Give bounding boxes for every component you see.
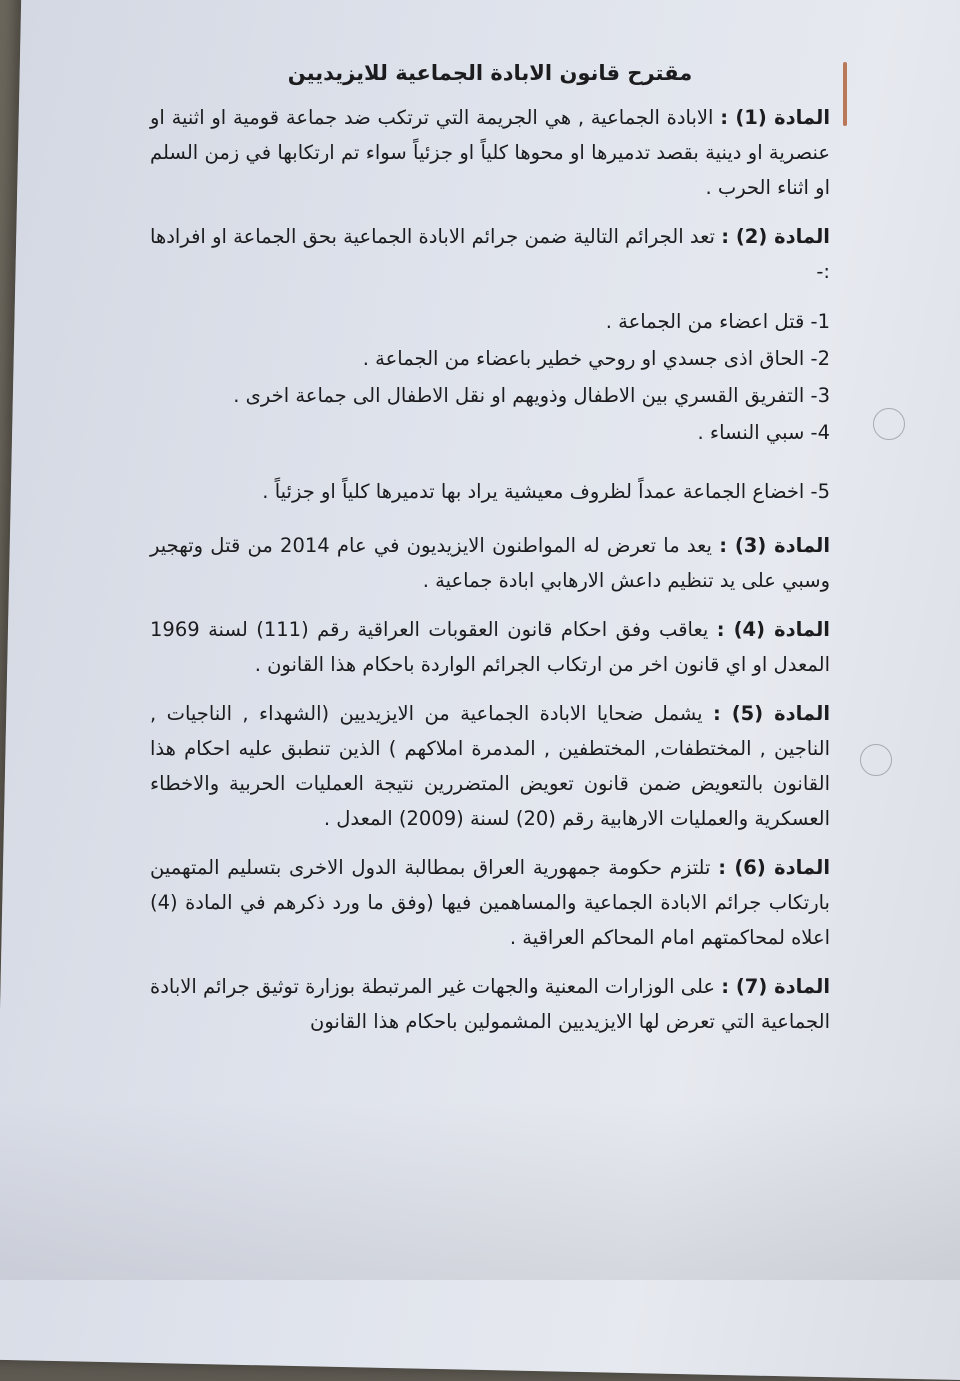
list-item: 1- قتل اعضاء من الجماعة . xyxy=(605,310,830,333)
article-text: تعد الجرائم التالية ضمن جرائم الابادة الجماعية بحق الجماعة او افرادها :- xyxy=(150,225,830,283)
article-1 xyxy=(150,100,830,205)
article-6 xyxy=(150,850,830,955)
title-line-2: للايزيديين xyxy=(287,61,388,85)
article-text: يشمل ضحايا الابادة الجماعية من الايزيديين (الشهداء , الناجيات , الناجين , المختطفات, المختطفين , المدمرة املاكهم ) الذين تنطبق عليه احكام هذا القانون بالتعويض ضمن قانون تعويض المتضررين نتيجة العمليات الحربية والاخطاء العسكرية والعمليات الارهابية رقم (20) لسنة (2009) المعدل . xyxy=(150,702,830,830)
article-label: المادة (7) : xyxy=(721,975,831,998)
paper-shadow xyxy=(0,1100,960,1280)
article-text: تلتزم حكومة جمهورية العراق بمطالبة الدول الاخرى بتسليم المتهمين بارتكاب جرائم الابادة الجماعية والمساهمين فيها (وفق ما ورد ذكرهم في المادة (4) اعلاه لمحاكمتهم امام المحاكم العراقية . xyxy=(150,856,830,949)
article-label: المادة (4) : xyxy=(716,618,830,641)
article-label: المادة (2) : xyxy=(721,225,830,248)
article-text: يعاقب وفق احكام قانون العقوبات العراقية رقم (111) لسنة 1969 المعدل او اي قانون اخر من ارتكاب الجرائم الواردة باحكام هذا القانون . xyxy=(150,618,830,676)
document-title xyxy=(150,58,830,88)
article-text: على الوزارات المعنية والجهات غير المرتبطة بوزارة توثيق جرائم الابادة الجماعية التي تعرض لها الايزيديين المشمولين باحكام هذا القانون xyxy=(150,975,830,1033)
article-text: يعد ما تعرض له المواطنون الايزيديون في عام 2014 من قتل وتهجير وسبي على يد تنظيم داعش الارهابي ابادة جماعية . xyxy=(150,534,830,592)
article-label: المادة (3) : xyxy=(719,534,831,557)
title-line-1: مقترح قانون الابادة الجماعية xyxy=(395,61,693,85)
list-item: 2- الحاق اذى جسدي او روحي خطير باعضاء من الجماعة . xyxy=(362,347,830,370)
article-label: المادة (6) : xyxy=(718,856,831,879)
punch-hole-bottom xyxy=(860,744,892,776)
punch-hole-top xyxy=(873,408,905,440)
crimes-list xyxy=(150,303,830,510)
article-4 xyxy=(150,612,830,682)
margin-ink-mark xyxy=(843,62,847,126)
article-3 xyxy=(150,528,830,598)
article-label: المادة (5) : xyxy=(712,702,831,725)
list-item: 5- اخضاع الجماعة عمداً لظروف معيشية يراد بها تدميرها كلياً او جزئياً . xyxy=(262,480,830,503)
document-body xyxy=(150,58,830,1053)
list-item: 3- التفريق القسري بين الاطفال وذويهم او نقل الاطفال الى جماعة اخرى . xyxy=(233,384,830,407)
article-label: المادة (1) : xyxy=(720,106,831,129)
article-text: الابادة الجماعية , هي الجريمة التي ترتكب ضد جماعة قومية او اثنية او عنصرية او دينية بقصد تدميرها او محوها كلياً او جزئياً سواء تم ارتكابها في زمن السلم او اثناء الحرب . xyxy=(150,106,830,199)
list-item: 4- سبي النساء . xyxy=(697,421,830,444)
article-7 xyxy=(150,969,830,1039)
article-2 xyxy=(150,219,830,289)
article-5 xyxy=(150,696,830,836)
